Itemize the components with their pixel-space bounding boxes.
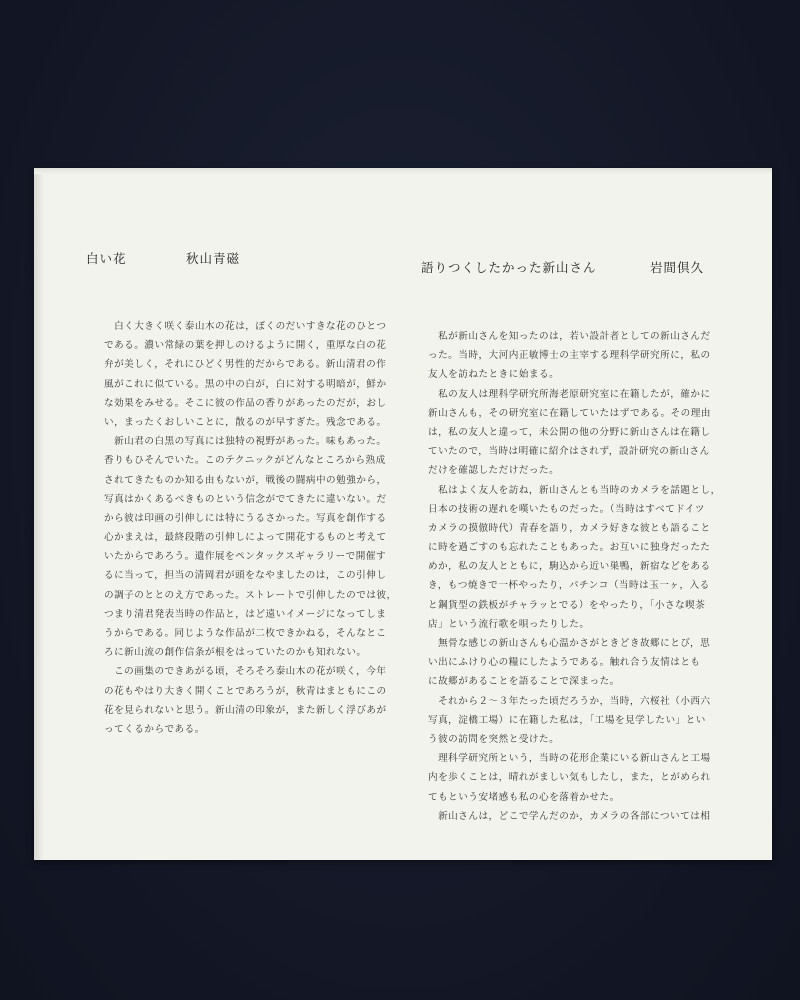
text-line: 新山さんも，その研究室に在籍していたはずである。その理由 [428,407,711,419]
text-line: 風がこれに似ている。黒の中の白が，白に対する明暗が，鮮か [104,378,387,390]
text-line: 新山さんは，どこで学んだのか，カメラの各部については相 [428,810,711,822]
left-article-body [104,317,397,739]
text-line: 日本の技術の遅れを嘆いたものだった。（当時はすべてドイツ [428,503,705,515]
text-line: 私はよく友人を訪ね，新山さんとも当時のカメラを話題とし， [428,484,721,496]
text-line: いたからであろう。遺作展をペンタックスギャラリーで開催す [104,551,387,563]
text-line: めか，私の友人とともに，駒込から近い巣鴨，新宿などをある [428,561,711,573]
text-line: 私の友人は理科学研究所海老原研究室に在籍したが，確かに [428,388,711,400]
text-line: な効果をみせる。そこに彼の作品の香りがあったのだが，おし [104,397,387,409]
page-top-edge [34,168,772,174]
text-line: の花もやはり大きく開くことであろうが，秋青はまともにこの [104,685,387,697]
text-line: つまり清君発表当時の作品と，はど遠いイメージになってしま [104,608,387,620]
text-line: い出にふけり心の糧にしたようである。触れ合う友情はとも [428,657,701,669]
text-line: カメラの摸倣時代）青春を語り，カメラ好きな彼とも語ること [428,522,711,534]
left-article-author: 秋山青磁 [186,251,241,266]
right-article-body [428,327,721,826]
text-line: き，もつ焼きで一杯やったり，パチンコ（当時は玉一ヶ，入る [428,580,710,592]
text-line: に故郷があることを語ることで深まった。 [428,676,620,688]
text-line: 花を見られないと思う。新山清の印象が，また新しく浮びあが [104,704,387,716]
text-line: 新山君の白黒の写真には独特の視野があった。味もあった。 [104,436,387,448]
text-line: 内を歩くことは，晴れがましい気もしたし，また，とがめられ [428,772,711,784]
text-line: と鋼貨型の鉄板がチャラッとでる）をやったり，「小さな喫茶 [428,599,706,611]
text-line: この画集のできあがる頃，そろそろ泰山木の花が咲く，今年 [104,666,387,678]
text-line: 写真，淀橋工場）に在籍した私は，「工場を見学したい」とい [428,714,706,726]
text-line: は，私の友人と違って，未公開の他の分野に新山さんは在籍し [428,426,711,438]
text-line: に時を過ごすのも忘れたこともあった。お互いに独身だったた [428,542,711,554]
text-line: ろに新山流の創作信条が根をはっていたのかも知れない。 [104,647,367,659]
text-line: から彼は印画の引伸しには特にうるさかった。写真を創作する [104,512,387,524]
book-page [34,168,772,860]
text-line: った。当時，大河内正敏博士の主宰する理科学研究所に，私の [428,350,711,362]
text-line: うからである。同じような作品が二枚できかねる，そんなとこ [104,628,387,639]
text-line: されてきたものか知る由もないが，戦後の闘病中の勉強から， [104,474,387,486]
left-article-title: 白い花 [86,251,127,266]
text-line: 店」という流行歌を唄ったりした。 [428,618,590,630]
text-line: 香りもひそんでいた。このテクニックがどんなところから熟成 [104,455,386,467]
text-line: 弁が美しく，それにひどく男性的だからである。新山清君の作 [104,359,387,371]
text-line: 理科学研究所という，当時の花形企業にいる新山さんと工場 [428,753,711,765]
text-line: 無骨な感じの新山さんも心温かさがときどき故郷にとび，思 [428,638,711,649]
text-line: てもという安堵感も私の心を落着かせた。 [428,791,620,803]
right-article-author: 岩間倶久 [650,260,705,275]
text-line: の調子のととのえ方であった。ストレートで引伸したのでは彼， [104,589,397,601]
text-line: 白く大きく咲く泰山木の花は，ぼくのだいすきな花のひとつ [104,321,387,332]
text-line: それから２～３年たった頃だろうか，当時，六桜社（小西六 [428,695,711,707]
text-line: 写真はかくあるべきものという信念がでてきたに違いない。だ [104,493,387,505]
text-line: い，まったくおしいことに，散るのが早すぎた。残念である。 [104,416,387,428]
text-line: るに当って，担当の清岡君が頭をなやましたのは，この引伸し [104,570,387,582]
text-line: である。濃い常緑の葉を押しのけるように開く，重厚な白の花 [104,340,387,352]
text-line: ってくるからである。 [104,723,205,735]
text-line: だけを確認しただけだった。 [428,465,560,477]
text-line: ていたので，当時は明確に紹介はされず，設計研究の新山さん [428,446,710,458]
right-article-title: 語りつくしたかった新山さん [421,260,597,275]
text-line: 心かまえは，最終段階の引伸しによって開花するものと考えて [104,532,387,544]
page-left-edge [34,168,44,860]
text-line: 私が新山さんを知ったのは，若い設計者としての新山さんだ [428,331,711,342]
text-line: う彼の訪問を突然と受けた。 [428,733,560,745]
text-line: 友人を訪ねたときに始まる。 [428,369,560,381]
